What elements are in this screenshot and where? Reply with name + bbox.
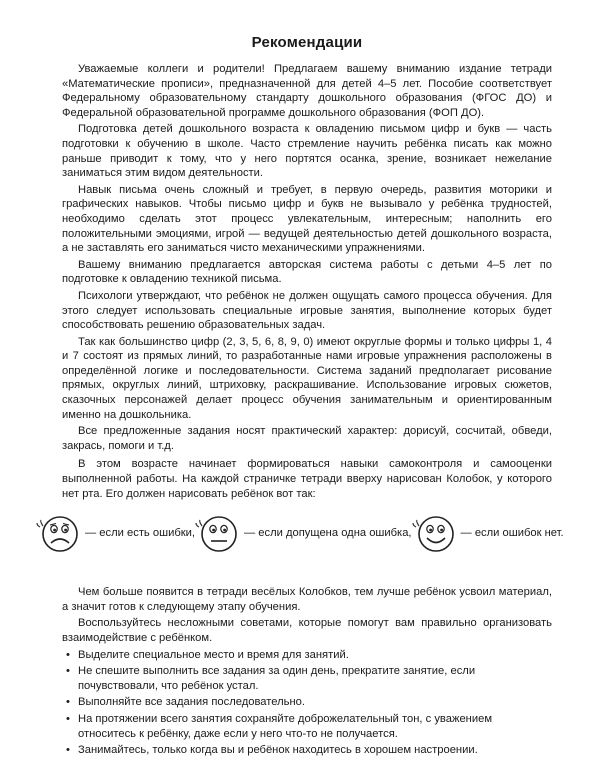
closing-text [62, 585, 552, 645]
sad-face-icon [36, 512, 82, 554]
paragraph: Вашему вниманию предлагается авторская система работы с детьми 4–5 лет по подготовке к овладению техникой письма. [62, 258, 552, 286]
bullet-icon: • [66, 696, 70, 709]
face-happy-label: — если ошибок нет. [460, 527, 564, 540]
face-neutral-group [195, 512, 412, 554]
paragraph: Чем больше появится в тетради весёлых Колобков, тем лучше ребёнок усвоил материал, а значит готов к следующему этапу обучения. [62, 586, 552, 613]
tip-text: Выполняйте все задания последовательно. [78, 696, 305, 709]
bullet-icon: • [66, 712, 70, 725]
tip-text: На протяжении всего занятия сохраняйте доброжелательный тон, с уважением относитесь к ребёнку, даже если у него что-то не получается. [78, 712, 493, 740]
tip-text: Занимайтесь, только когда вы и ребёнок находитесь в хорошем настроении. [78, 744, 478, 757]
kolobok-faces-legend [36, 511, 564, 555]
face-neutral-label: — если допущена одна ошибка, [243, 527, 412, 540]
bullet-icon: • [66, 665, 70, 678]
face-sad-group [36, 512, 195, 554]
neutral-face-icon [195, 512, 241, 554]
paragraph: Воспользуйтесь несложными советами, которые помогут вам правильно организовать взаимодействие с ребёнком. [62, 617, 552, 644]
intro-text [62, 62, 552, 501]
tip-text: Не спешите выполнить все задания за один день, прекратите занятие, если почувствовали, что ребёнок устал. [78, 665, 476, 692]
paragraph: Так как большинство цифр (2, 3, 5, 6, 8, 9, 0) имеют округлые формы и только цифры 1, 4 и 7 состоят из прямых линий, то разработанные нами игровые упражнения расположены в определённой логике и последовательности. Система заданий предполагает рисование прямых, округлых линий, штриховку, раскрашивание. Использование игровых сюжетов, сказочных персонажей делает процесс обучения занимательным и ориентированным именно на дошкольника. [62, 335, 552, 421]
bullet-icon: • [66, 648, 70, 661]
list-item [66, 664, 552, 693]
happy-face-icon [412, 512, 458, 554]
tip-text: Выделите специальное место и время для занятий. [78, 648, 349, 661]
list-item [66, 743, 552, 758]
face-sad-label: — если есть ошибки, [85, 527, 195, 540]
list-item [66, 712, 552, 741]
page-title: Рекомендации [251, 34, 363, 51]
paragraph: Уважаемые коллеги и родители! Предлагаем вашему вниманию издание тетради «Математические прописи», предназначенной для детей 4–5 лет. Пособие соответствует Федеральному образовательному стандарту дошкольного образования (ФГОС ДО) и Федеральной образовательной программе дошкольного образования (ФОП ДО). [62, 63, 552, 119]
list-item [66, 695, 552, 710]
paragraph: Психологи утверждают, что ребёнок не должен ощущать самого процесса обучения. Для этого следует использовать специальные игровые занятия, выполнение которых будет способствовать решению образовательных задач. [62, 289, 552, 332]
paragraph: Все предложенные задания носят практический характер: дорисуй, сосчитай, обведи, закрась, помоги и т.д. [62, 425, 552, 452]
paragraph: Подготовка детей дошкольного возраста к овладению письмом цифр и букв — часть подготовки к обучению в школе. Часто стремление научить ребёнка писать как можно раньше приводит к тому, что у него портятся осанка, зрение, возникает нежелание заниматься этим видом деятельности. [62, 123, 552, 180]
paragraph: Навык письма очень сложный и требует, в первую очередь, развития моторики и графических навыков. Чтобы письмо цифр и букв не вызывало у ребёнка трудностей, необходимо сделать этот процесс увлекательным, интересным; наполнить его положительными эмоциями, игрой — ведущей деятельностью детей дошкольного возраста, а не заставлять его заниматься чисто механическими упражнениями. [62, 183, 552, 255]
bullet-icon: • [66, 744, 70, 757]
paragraph: В этом возрасте начинает формироваться навыки самоконтроля и самооценки выполненной работы. На каждой страничке тетради вверху нарисован Колобок, у которого нет рта. Его должен нарисовать ребёнок вот так: [62, 458, 552, 500]
face-happy-group [412, 512, 564, 554]
tips-list [62, 648, 552, 758]
list-item [66, 648, 552, 663]
